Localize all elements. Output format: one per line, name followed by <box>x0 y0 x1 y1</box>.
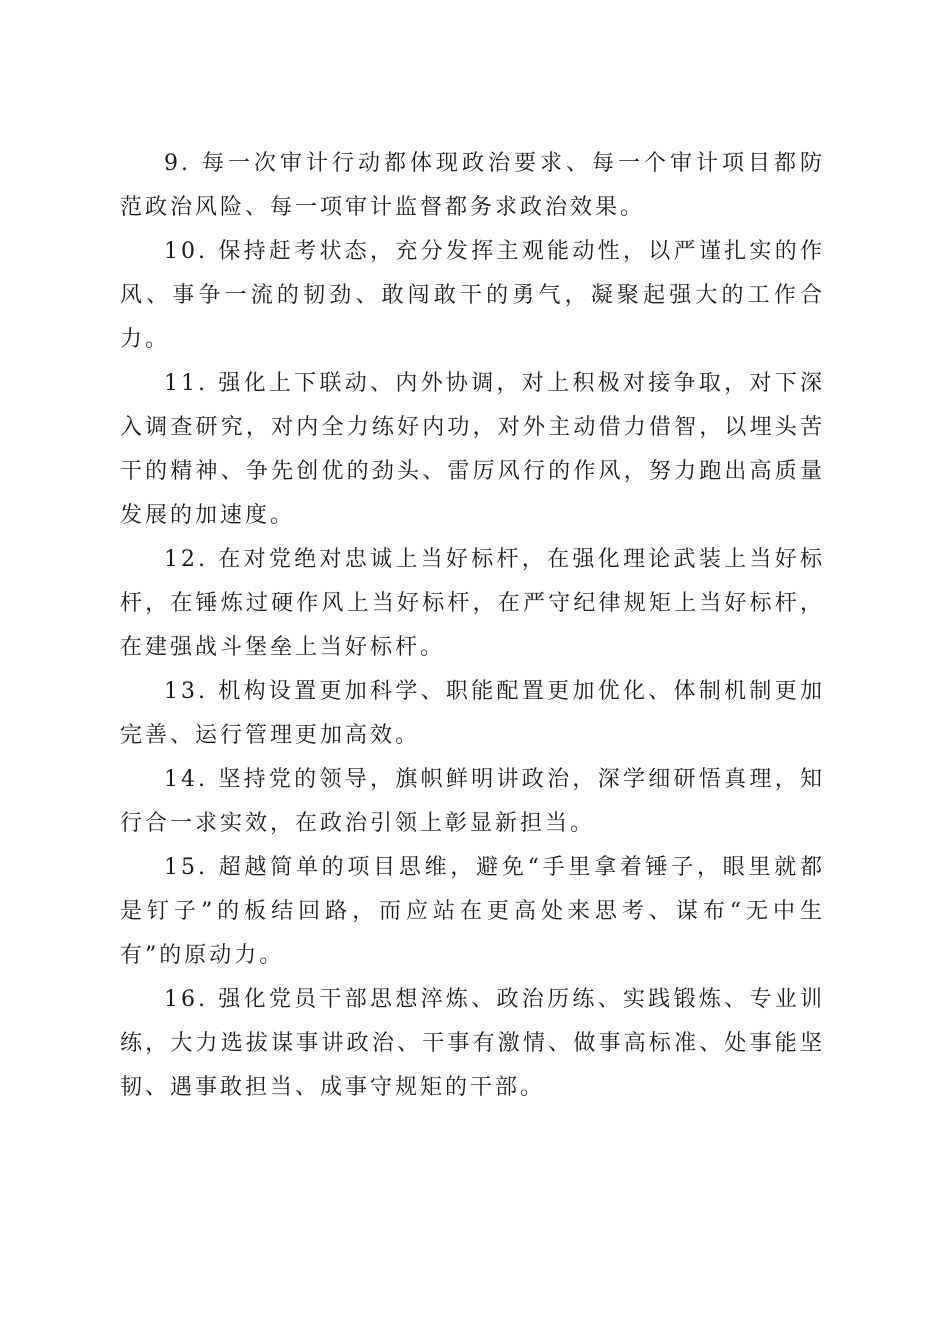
paragraph-item-10: 10. 保持赶考状态，充分发挥主观能动性，以严谨扎实的作风、事争一流的韧劲、敢闯敢干的勇气，凝聚起强大的工作合力。 <box>120 239 825 352</box>
document-page <box>120 142 825 1110</box>
paragraph-item-14: 14. 坚持党的领导，旗帜鲜明讲政治，深学细研悟真理，知行合一求实效，在政治引领上彰显新担当。 <box>120 767 825 836</box>
paragraph-item-9: 9. 每一次审计行动都体现政治要求、每一个审计项目都防范政治风险、每一项审计监督都务求政治效果。 <box>120 151 825 220</box>
paragraph-item-13: 13. 机构设置更加科学、职能配置更加优化、体制机制更加完善、运行管理更加高效。 <box>120 679 825 748</box>
paragraph-item-15: 15. 超越简单的项目思维，避免“手里拿着锤子，眼里就都是钉子”的板结回路，而应站在更高处来思考、谋布“无中生有”的原动力。 <box>120 855 825 968</box>
paragraph-item-11: 11. 强化上下联动、内外协调，对上积极对接争取，对下深入调查研究，对内全力练好内功，对外主动借力借智，以埋头苦干的精神、争先创优的劲头、雷厉风行的作风，努力跑出高质量发展的加速度。 <box>120 371 825 528</box>
paragraph-item-12: 12. 在对党绝对忠诚上当好标杆，在强化理论武装上当好标杆，在锤炼过硬作风上当好标杆，在严守纪律规矩上当好标杆，在建强战斗堡垒上当好标杆。 <box>120 547 825 660</box>
paragraph-item-16: 16. 强化党员干部思想淬炼、政治历练、实践锻炼、专业训练，大力选拔谋事讲政治、干事有激情、做事高标准、处事能坚韧、遇事敢担当、成事守规矩的干部。 <box>120 987 825 1100</box>
